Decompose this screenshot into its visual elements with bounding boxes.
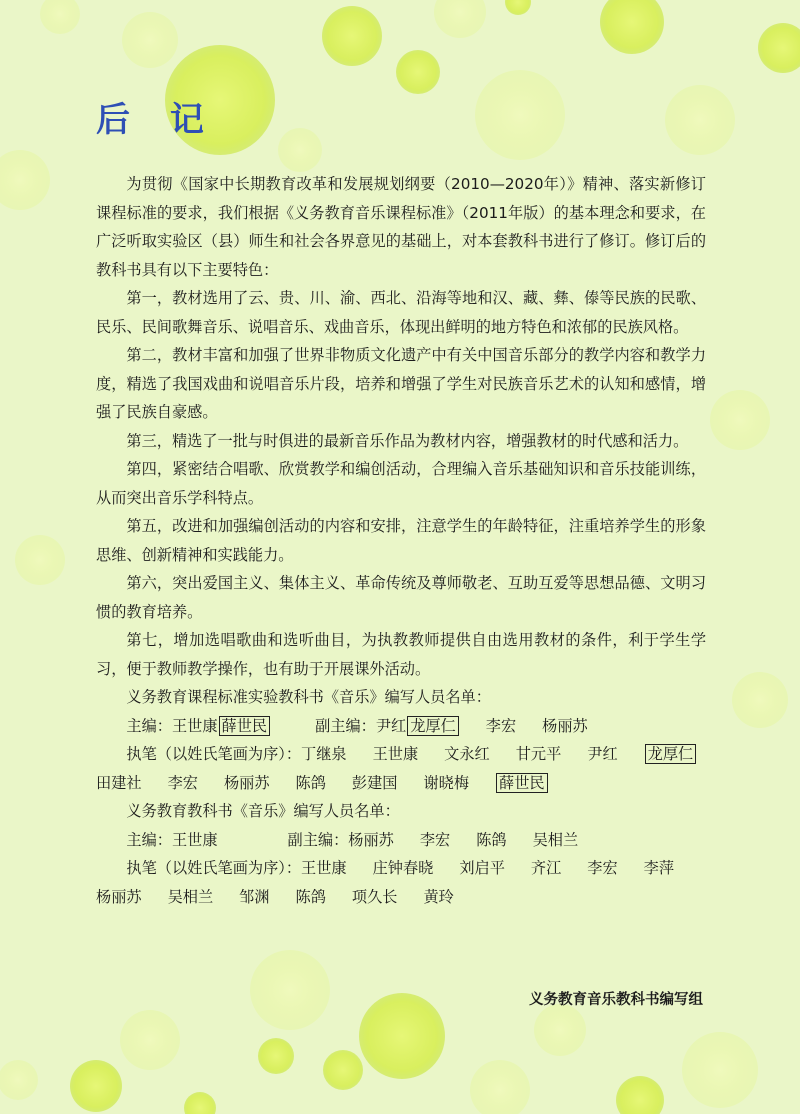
staff-name: 李宏 [419, 830, 451, 849]
staff-name: 项久长 [351, 887, 398, 906]
page-title: 后 记 [96, 100, 218, 140]
experimental-writers-line [96, 740, 706, 769]
staff-name: 李萍 [643, 859, 675, 877]
staff-name: 杨丽苏 [96, 887, 142, 906]
paragraph: 为贯彻《国家中长期教育改革和发展规划纲要（2010—2020年）》精神、落实新修订课程标准的要求，我们根据《义务教育音乐课程标准》（2011年版）的基本理念和要求，在广泛听取实验区（县）师生和社会各界意见的基础上，对本套教科书进行了修订。修订后的教科书具有以下主要特色： [96, 175, 706, 279]
paragraph: 第七，增加选唱歌曲和选听曲目，为执教教师提供自由选用教材的条件，利于学生学习，便于教师教学操作，也有助于开展课外活动。 [96, 631, 706, 678]
current-editors-line [96, 826, 706, 855]
staff-name: 甘元平 [515, 745, 562, 763]
staff-name: 文永红 [444, 745, 490, 763]
paragraph: 第一，教材选用了云、贵、川、渝、西北、沿海等地和汉、藏、彝、傣等民族的民歌、民乐、民间歌舞音乐、说唱音乐、戏曲音乐，体现出鲜明的地方特色和浓郁的民族风格。 [96, 289, 706, 336]
staff-name: 李宏 [167, 773, 198, 792]
staff-name: 田建社 [96, 773, 142, 792]
staff-name: 吴相兰 [532, 830, 579, 849]
staff-name: 庄钟春晓 [372, 859, 434, 877]
experimental-writers-line [96, 769, 706, 798]
experimental-staff-heading: 义务教育课程标准实验教科书《音乐》编写人员名单： [126, 688, 491, 706]
paragraph: 第二，教材丰富和加强了世界非物质文化遗产中有关中国音乐部分的教学内容和教学力度，精选了我国戏曲和说唱音乐片段，培养和增强了学生对民族音乐艺术的认知和感情，增强了民族自豪感。 [96, 346, 706, 421]
staff-name: 齐江 [530, 859, 562, 877]
chief-editor: 主编：王世康 [126, 716, 218, 735]
paragraph: 第五，改进和加强编创活动的内容和安排，注意学生的年龄特征，注重培养学生的形象思维、创新精神和实践能力。 [96, 517, 706, 564]
staff-name: 杨丽苏 [542, 716, 588, 735]
experimental-editors-line [96, 712, 706, 741]
current-staff-heading: 义务教育教科书《音乐》编写人员名单： [126, 802, 400, 820]
staff-name: 陈鸽 [295, 773, 326, 792]
staff-name: 谢晓梅 [423, 773, 469, 792]
staff-name: 吴相兰 [167, 887, 214, 906]
paragraph: 第三，精选了一批与时俱进的最新音乐作品为教材内容，增强教材的时代感和活力。 [126, 431, 689, 450]
staff-name: 黄玲 [423, 887, 454, 906]
current-writers-line [96, 883, 706, 912]
signature: 义务教育音乐教科书编写组 [529, 992, 703, 1008]
staff-name: 李宏 [587, 859, 618, 877]
boxed-name: 龙厚仁 [407, 716, 459, 736]
afterword-body [96, 170, 706, 911]
staff-name: 尹红 [587, 745, 618, 763]
boxed-name: 薛世民 [219, 716, 271, 736]
boxed-name: 薛世民 [496, 773, 548, 793]
paragraph: 第六，突出爱国主义、集体主义、革命传统及尊师敬老、互助互爱等思想品德、文明习惯的教育培养。 [96, 574, 706, 621]
current-writers-line [96, 854, 706, 883]
boxed-name: 龙厚仁 [645, 744, 697, 764]
staff-name: 陈鸽 [476, 830, 507, 849]
writers-label: 执笔（以姓氏笔画为序）：王世康 [126, 859, 347, 877]
staff-name: 刘启平 [459, 859, 505, 877]
staff-name: 陈鸽 [295, 887, 326, 906]
deputy-editor: 副主编：杨丽苏 [287, 830, 394, 849]
staff-name: 彭建国 [351, 773, 398, 792]
staff-name: 王世康 [372, 745, 419, 763]
staff-name: 杨丽苏 [223, 773, 270, 792]
chief-editor: 主编：王世康 [126, 830, 218, 849]
paragraph: 第四，紧密结合唱歌、欣赏教学和编创活动，合理编入音乐基础知识和音乐技能训练，从而突出音乐学科特点。 [96, 460, 706, 507]
writers-label: 执笔（以姓氏笔画为序）：丁继泉 [126, 745, 347, 763]
deputy-editor: 副主编：尹红 [315, 716, 407, 735]
staff-name: 邹渊 [239, 887, 270, 906]
staff-name: 李宏 [485, 716, 517, 735]
